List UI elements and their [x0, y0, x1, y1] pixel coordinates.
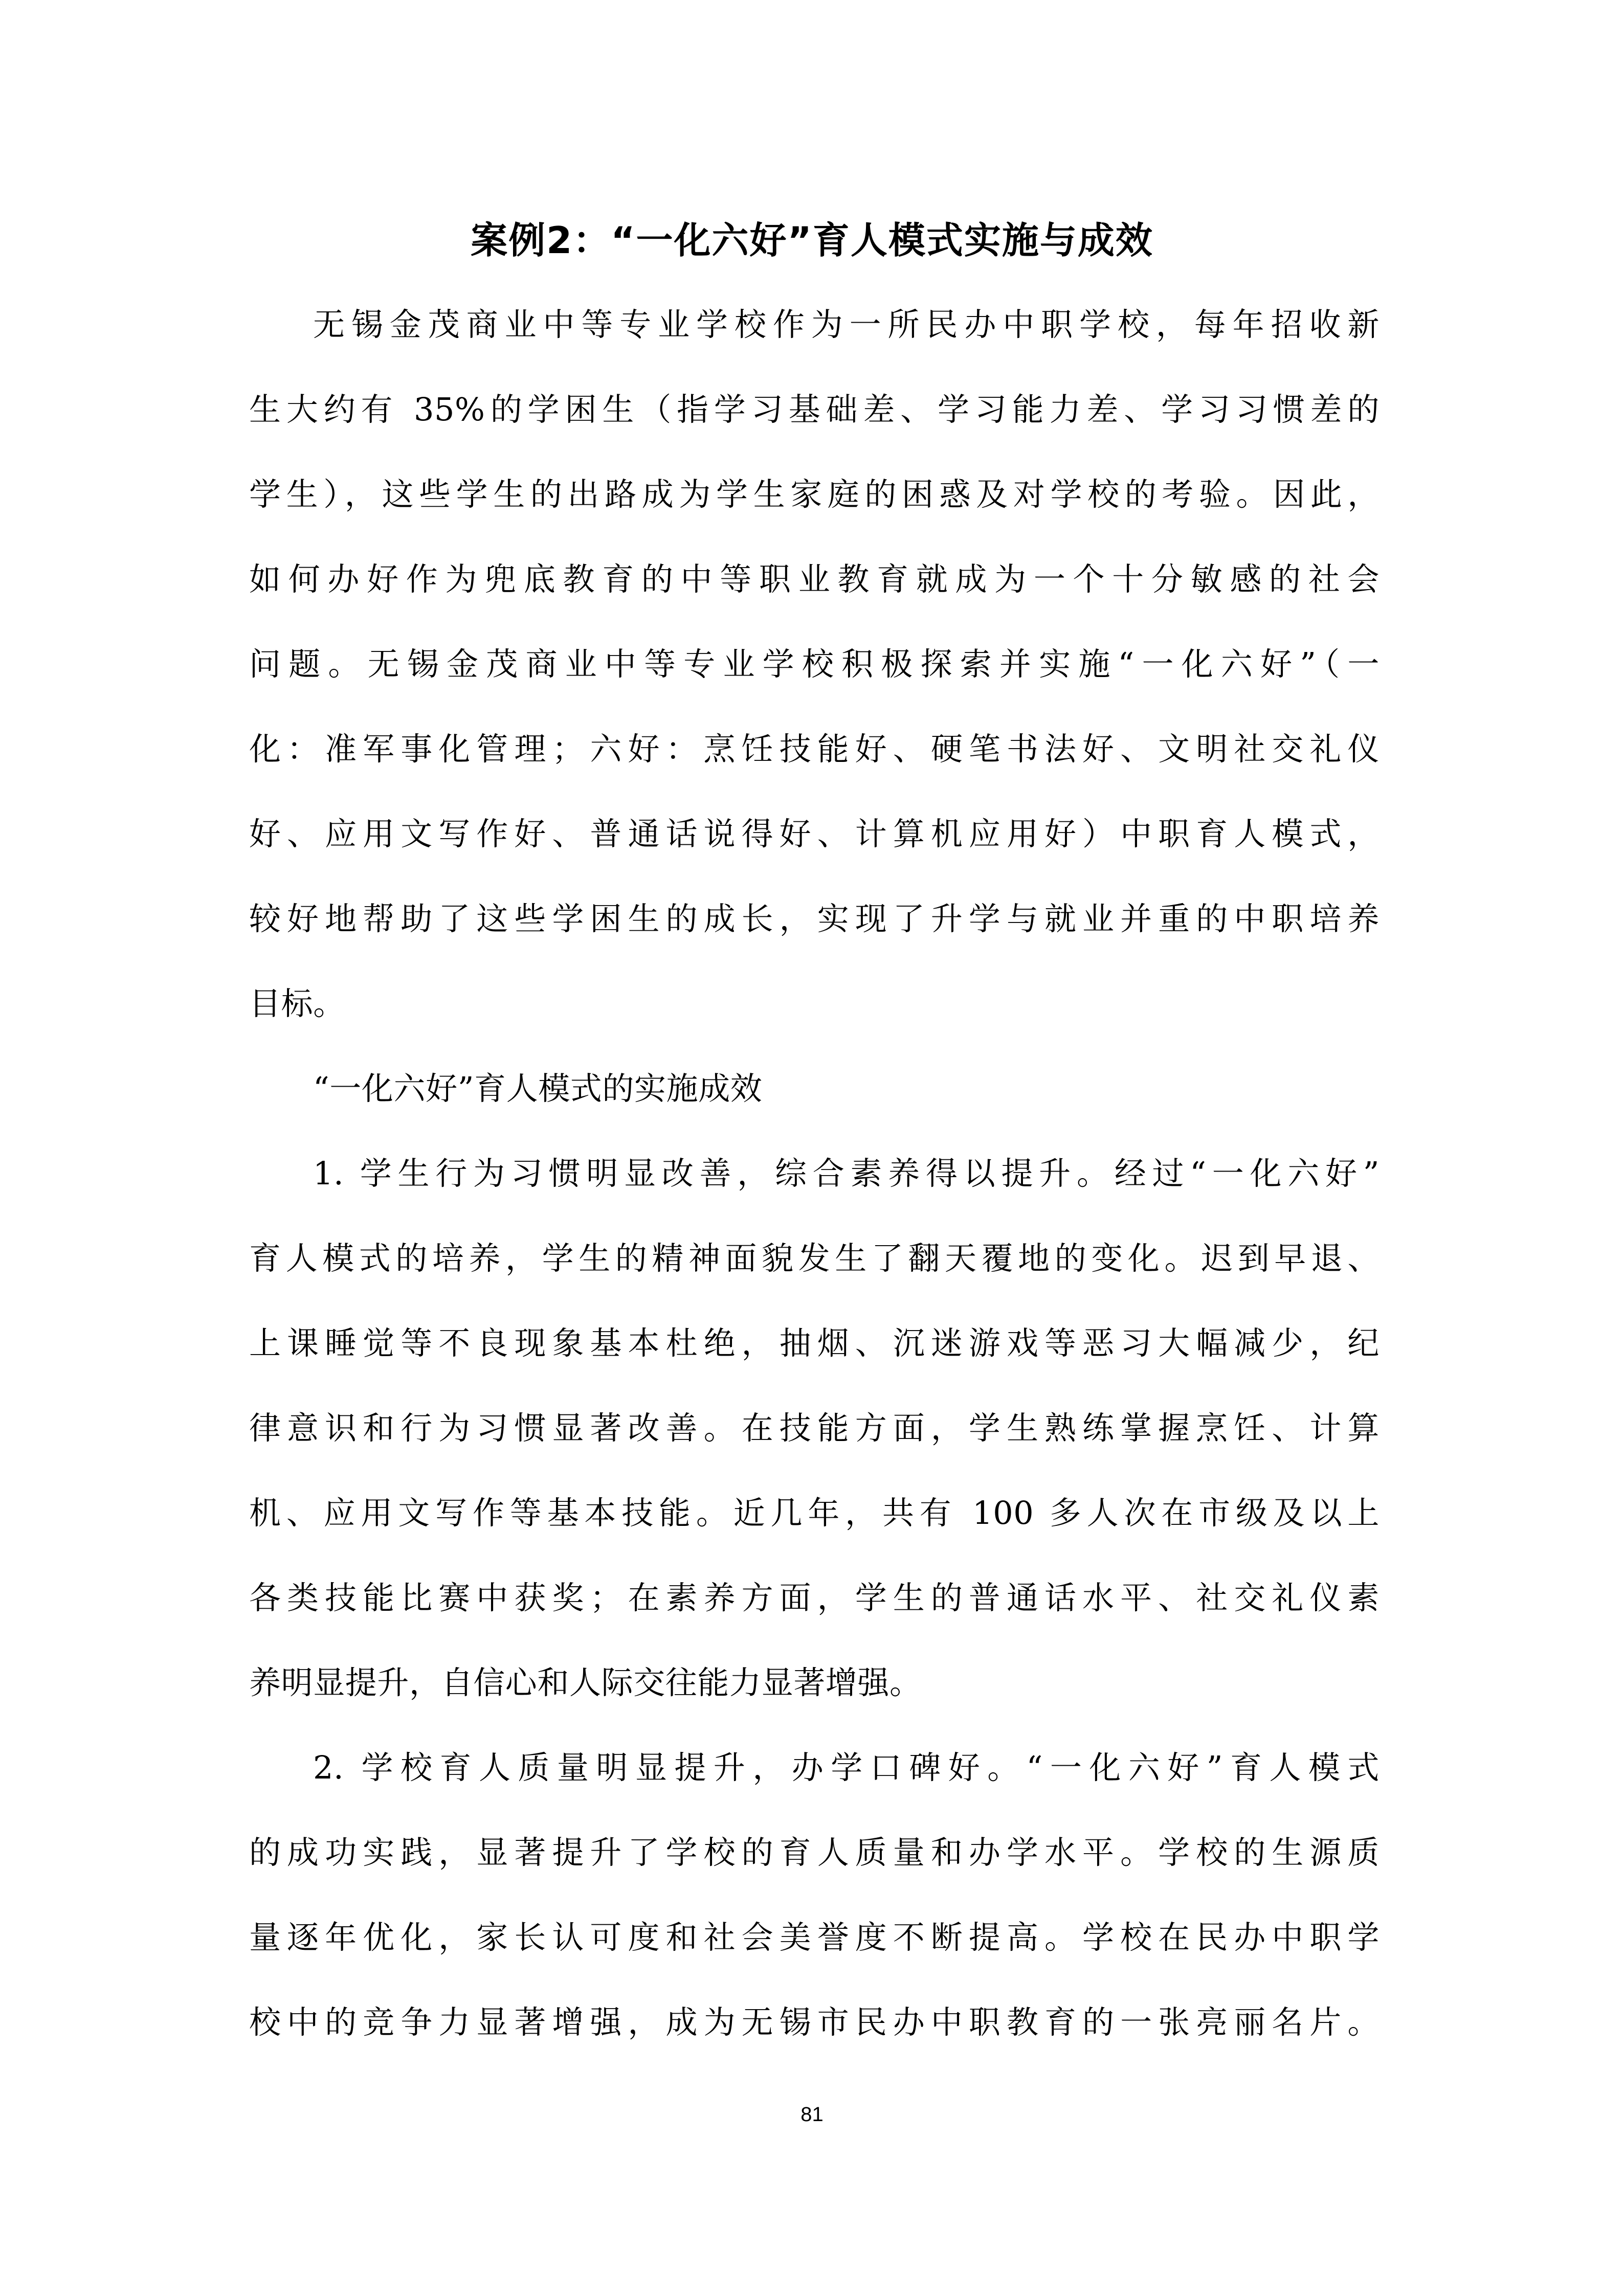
text-line: 目标。 — [249, 985, 345, 1022]
page-title: 案例2：“一化六好”育人模式实施与成效 — [471, 219, 1153, 262]
text-line: 1. 学生行为习惯明显改善，综合素养得以提升。经过“一化六好” — [313, 1155, 1380, 1192]
text-line: 如何办好作为兜底教育的中等职业教育就成为一个十分敏感的社会 — [249, 560, 1380, 598]
text-line: 无锡金茂商业中等专业学校作为一所民办中职学校，每年招收新 — [313, 306, 1380, 343]
text-line: 各类技能比赛中获奖；在素养方面，学生的普通话水平、社交礼仪素 — [249, 1579, 1380, 1616]
text-line: 2. 学校育人质量明显提升，办学口碑好。“一化六好”育人模式 — [313, 1749, 1380, 1786]
text-line: 学生），这些学生的出路成为学生家庭的困惑及对学校的考验。因此， — [249, 476, 1380, 513]
paragraph-point-1 — [249, 1148, 1380, 1742]
text-line: 机、应用文写作等基本技能。近几年，共有 100 多人次在市级及以上 — [249, 1494, 1380, 1532]
text-line: 较好地帮助了这些学困生的成长，实现了升学与就业并重的中职培养 — [249, 900, 1380, 937]
subheading-text: “一化六好”育人模式的实施成效 — [313, 1070, 763, 1107]
text-line: 养明显提升，自信心和人际交往能力显著增强。 — [249, 1664, 922, 1701]
text-line: 好、应用文写作好、普通话说得好、计算机应用好）中职育人模式， — [249, 815, 1380, 852]
text-line: 生大约有 35%的学困生（指学习基础差、学习能力差、学习习惯差的 — [249, 391, 1380, 428]
text-line: 化：准军事化管理；六好：烹饪技能好、硬笔书法好、文明社交礼仪 — [249, 730, 1380, 768]
paragraph-intro — [249, 299, 1380, 1063]
text-line: 问题。无锡金茂商业中等专业学校积极探索并实施“一化六好”（一 — [249, 645, 1380, 683]
text-line: 的成功实践，显著提升了学校的育人质量和办学水平。学校的生源质 — [249, 1834, 1380, 1871]
page-number: 81 — [800, 2103, 824, 2126]
section-subheading — [249, 1063, 1380, 1148]
text-line: 律意识和行为习惯显著改善。在技能方面，学生熟练掌握烹饪、计算 — [249, 1409, 1380, 1447]
text-line: 育人模式的培养，学生的精神面貌发生了翻天覆地的变化。迟到早退、 — [249, 1240, 1380, 1277]
text-line: 校中的竞争力显著增强，成为无锡市民办中职教育的一张亮丽名片。 — [249, 2004, 1380, 2041]
text-line: 上课睡觉等不良现象基本杜绝，抽烟、沉迷游戏等恶习大幅减少，纪 — [249, 1324, 1380, 1362]
text-line: 量逐年优化，家长认可度和社会美誉度不断提高。学校在民办中职学 — [249, 1919, 1380, 1956]
document-body — [249, 299, 1380, 2082]
paragraph-point-2 — [249, 1742, 1380, 2082]
